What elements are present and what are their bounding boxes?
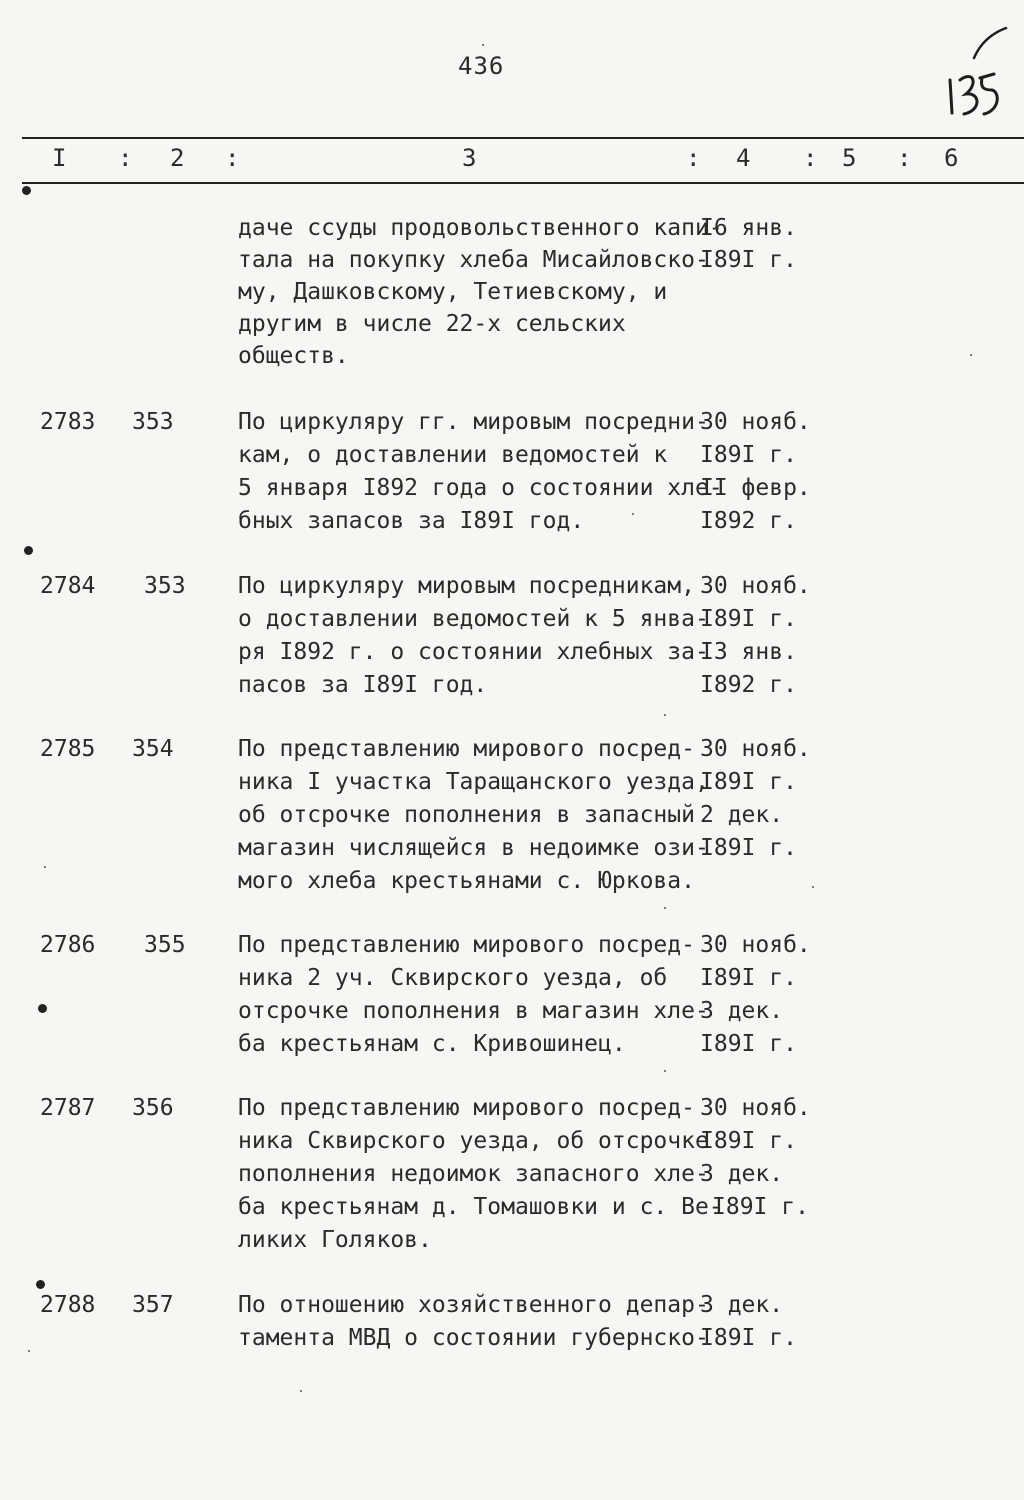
entry-text-line: ба крестьянам с. Кривошинец.: [238, 1031, 626, 1057]
entry-text-line: По циркуляру мировым посредникам,: [238, 573, 695, 599]
entry-date: I6 янв.: [700, 215, 797, 241]
entry-number: 2786: [40, 932, 96, 958]
punch-hole-dot: [38, 1004, 47, 1013]
entry-text-line: отсрочке пополнения в магазин хле-: [238, 998, 709, 1024]
column-header-1: I: [52, 144, 67, 172]
entry-text-line: мого хлеба крестьянами с. Юркова.: [238, 868, 695, 894]
entry-text-line: об отсрочке пополнения в запасный: [238, 802, 695, 828]
entry-text-line: тала на покупку хлеба Мисайловско-: [238, 247, 709, 273]
column-separator: :: [118, 144, 133, 172]
entry-date: I89I г.: [700, 247, 797, 273]
column-header-4: 4: [736, 144, 751, 172]
entry-date: 30 нояб.: [700, 736, 811, 762]
entry-date: I89I г.: [700, 1325, 797, 1351]
entry-date: 3 дек.: [700, 1292, 784, 1318]
scan-speck: [44, 866, 46, 868]
entry-text-line: ликих Голяков.: [238, 1227, 432, 1253]
entry-number: 2788: [40, 1292, 96, 1318]
scan-speck: [970, 354, 972, 356]
entry-text-line: ника 2 уч. Сквирского уезда, об: [238, 965, 668, 991]
entry-text-line: тамента МВД о состоянии губернско-: [238, 1325, 709, 1351]
column-header-2: 2: [170, 144, 185, 172]
entry-text-line: ря I892 г. о состоянии хлебных за-: [238, 639, 709, 665]
entry-text-line: о доставлении ведомостей к 5 янва-: [238, 606, 709, 632]
entry-text-line: ника Сквирского уезда, об отсрочке: [238, 1128, 709, 1154]
entry-text-line: пополнения недоимок запасного хле-: [238, 1161, 709, 1187]
entry-text-line: 5 января I892 года о состоянии хле-: [238, 475, 723, 501]
entry-text-line: пасов за I89I год.: [238, 672, 488, 698]
entry-date: 3 дек.: [700, 998, 784, 1024]
entry-reference: 354: [132, 736, 174, 762]
scan-speck: [300, 1390, 302, 1392]
entry-text-line: му, Дашковскому, Тетиевскому, и: [238, 279, 668, 305]
entry-date: I3 янв.: [700, 639, 797, 665]
entry-date: 2 дек.: [700, 802, 784, 828]
entry-text-line: По отношению хозяйственного депар-: [238, 1292, 709, 1318]
scan-speck: [664, 907, 666, 909]
entry-text-line: бных запасов за I89I год.: [238, 508, 585, 534]
entry-reference: 353: [132, 409, 174, 435]
entry-text-line: ника I участка Таращанского уезда,: [238, 769, 709, 795]
entry-text-line: ба крестьянам д. Томашовки и с. Ве-: [238, 1194, 723, 1220]
entry-text-line: другим в числе 22-х сельских: [238, 311, 626, 337]
entry-date: 30 нояб.: [700, 932, 811, 958]
entry-date: 30 нояб.: [700, 573, 811, 599]
scan-speck: [632, 513, 634, 515]
scan-speck: [664, 1070, 666, 1072]
column-separator: :: [897, 144, 912, 172]
scan-speck: [28, 1350, 30, 1352]
column-separator: :: [803, 144, 818, 172]
entry-number: 2784: [40, 573, 96, 599]
scan-speck: [812, 886, 814, 888]
punch-hole-dot: [24, 546, 33, 555]
entry-text-line: По циркуляру гг. мировым посредни-: [238, 409, 709, 435]
entry-date: I89I г.: [700, 1128, 797, 1154]
entry-number: 2787: [40, 1095, 96, 1121]
entry-date: 30 нояб.: [700, 1095, 811, 1121]
entry-date: I89I г.: [700, 965, 797, 991]
entry-date: I89I г.: [700, 442, 797, 468]
entry-reference: 357: [132, 1292, 174, 1318]
column-separator: :: [686, 144, 701, 172]
entry-date: 3 дек.: [700, 1161, 784, 1187]
entry-number: 2785: [40, 736, 96, 762]
entry-reference: 356: [132, 1095, 174, 1121]
entry-text-line: По представлению мирового посред-: [238, 736, 695, 762]
column-header-6: 6: [944, 144, 959, 172]
entry-reference: 353: [144, 573, 186, 599]
page-number: 436: [458, 52, 505, 80]
entry-text-line: По представлению мирового посред-: [238, 932, 695, 958]
entry-text-line: даче ссуды продовольственного капи-: [238, 215, 723, 241]
column-header-5: 5: [842, 144, 857, 172]
entry-text-line: магазин числящейся в недоимке ози-: [238, 835, 709, 861]
entry-date: I892 г.: [700, 508, 797, 534]
entry-date: I89I г.: [700, 606, 797, 632]
entry-date: I892 г.: [700, 672, 797, 698]
scan-speck: [664, 714, 666, 716]
entry-date: II февр.: [700, 475, 811, 501]
scan-speck: [482, 44, 484, 46]
entry-date: I89I г.: [700, 769, 797, 795]
entry-date: I89I г.: [700, 835, 797, 861]
column-header-3: 3: [462, 144, 477, 172]
punch-hole-dot: [36, 1280, 45, 1289]
entry-date: 30 нояб.: [700, 409, 811, 435]
entry-text-line: кам, о доставлении ведомостей к: [238, 442, 668, 468]
entry-number: 2783: [40, 409, 96, 435]
column-separator: :: [225, 144, 240, 172]
entry-text-line: обществ.: [238, 343, 349, 369]
entry-reference: 355: [144, 932, 186, 958]
punch-hole-dot: [22, 186, 31, 195]
entry-text-line: По представлению мирового посред-: [238, 1095, 695, 1121]
entry-date: I89I г.: [700, 1031, 797, 1057]
entry-date: I89I г.: [712, 1194, 809, 1220]
